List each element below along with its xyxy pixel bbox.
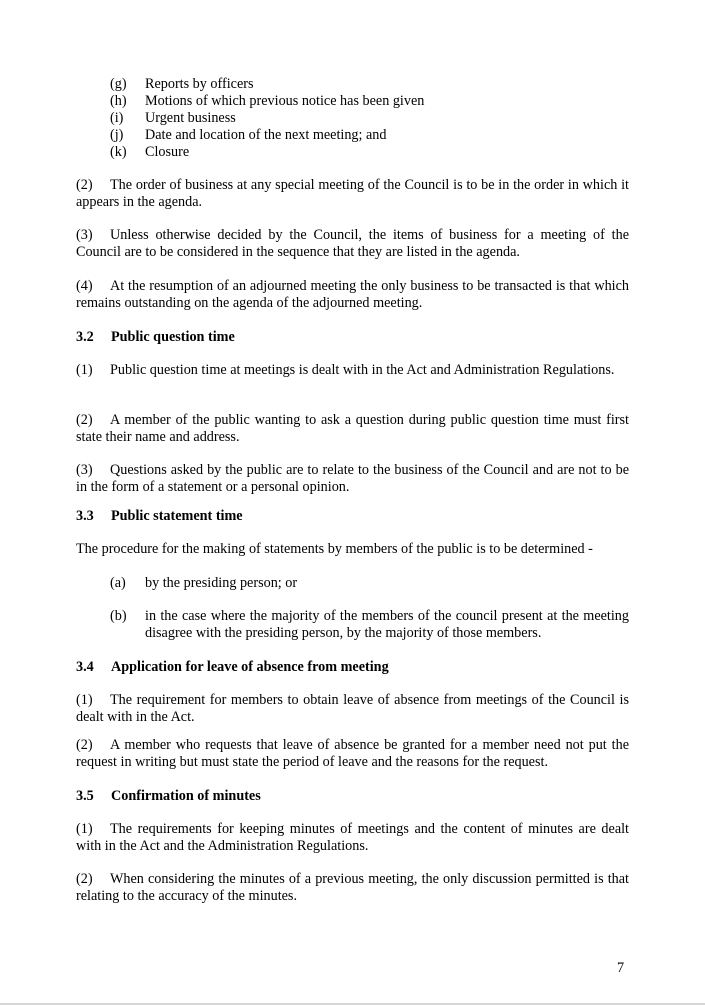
paragraph-number: (4) [76, 278, 93, 294]
paragraph-number: (1) [76, 692, 93, 708]
paragraph-number: (2) [76, 871, 93, 887]
paragraph-text: The requirement for members to obtain leave of absence from meetings of the Council is dealt with in the Act. [76, 692, 629, 725]
paragraph [76, 541, 629, 558]
list-item-label: (j) [110, 127, 124, 143]
paragraph [76, 177, 629, 211]
paragraph-text: Questions asked by the public are to relate to the business of the Council and are not to be in the form of a statement or a personal opinion. [76, 462, 629, 495]
paragraph-number: (2) [76, 412, 93, 428]
section-number: 3.4 [76, 659, 94, 675]
list-item [110, 575, 629, 592]
paragraph-number: (3) [76, 227, 93, 243]
list-item-text: Reports by officers [145, 76, 254, 92]
list-item-text: by the presiding person; or [145, 575, 298, 591]
paragraph-text: When considering the minutes of a previous meeting, the only discussion permitted is that relating to the accuracy of the minutes. [76, 871, 629, 904]
paragraph-number: (1) [76, 821, 93, 837]
paragraph-number: (3) [76, 462, 93, 478]
list-item-label: (a) [110, 575, 126, 591]
paragraph-text: Public question time at meetings is dealt with in the Act and Administration Regulations. [110, 362, 615, 378]
list-item-text: in the case where the majority of the members of the council present at the meeting disagree with the presiding person, by the majority of those members. [145, 608, 629, 641]
paragraph-text: The procedure for the making of statements by members of the public is to be determined - [76, 541, 593, 557]
list-item-label: (i) [110, 110, 124, 126]
paragraph-text: At the resumption of an adjourned meeting the only business to be transacted is that which remains outstanding on the agenda of the adjourned meeting. [76, 278, 629, 311]
paragraph-number: (1) [76, 362, 93, 378]
paragraph [76, 821, 629, 855]
section-number: 3.3 [76, 508, 94, 524]
paragraph [76, 227, 629, 261]
list-item-text: Date and location of the next meeting; and [145, 127, 387, 143]
list-item [110, 93, 424, 110]
section-heading [76, 508, 243, 525]
list-item [110, 110, 236, 127]
paragraph [76, 362, 629, 379]
paragraph-number: (2) [76, 737, 93, 753]
list-item [110, 608, 629, 642]
section-title: Application for leave of absence from meeting [111, 659, 389, 675]
paragraph [76, 692, 629, 726]
section-title: Confirmation of minutes [111, 788, 261, 804]
page-number: 7 [617, 960, 625, 976]
paragraph-text: A member who requests that leave of absence be granted for a member need not put the request in writing but must state the period of leave and the reasons for the request. [76, 737, 629, 770]
paragraph-number: (2) [76, 177, 93, 193]
list-item-text: Urgent business [145, 110, 236, 126]
section-title: Public question time [111, 329, 235, 345]
list-item-label: (k) [110, 144, 127, 160]
list-item-label: (h) [110, 93, 127, 109]
list-item-label: (b) [110, 608, 127, 624]
section-title: Public statement time [111, 508, 243, 524]
paragraph-text: Unless otherwise decided by the Council, the items of business for a meeting of the Council are to be considered in the sequence that they are listed in the agenda. [76, 227, 629, 260]
section-number: 3.2 [76, 329, 94, 345]
list-item [110, 144, 189, 161]
paragraph-text: The order of business at any special meeting of the Council is to be in the order in which it appears in the agenda. [76, 177, 629, 210]
paragraph [76, 871, 629, 905]
list-item-text: Motions of which previous notice has been given [145, 93, 425, 109]
paragraph-text: A member of the public wanting to ask a question during public question time must first state their name and address. [76, 412, 629, 445]
paragraph [76, 737, 629, 771]
section-heading [76, 329, 235, 346]
list-item-text: Closure [145, 144, 190, 160]
section-number: 3.5 [76, 788, 94, 804]
list-item-label: (g) [110, 76, 127, 92]
section-heading [76, 659, 389, 676]
section-heading [76, 788, 261, 805]
paragraph-text: The requirements for keeping minutes of meetings and the content of minutes are dealt with in the Act and the Administration Regulations. [76, 821, 629, 854]
paragraph [76, 278, 629, 312]
paragraph [76, 412, 629, 446]
list-item [110, 127, 387, 144]
paragraph [76, 462, 629, 496]
list-item [110, 76, 253, 93]
